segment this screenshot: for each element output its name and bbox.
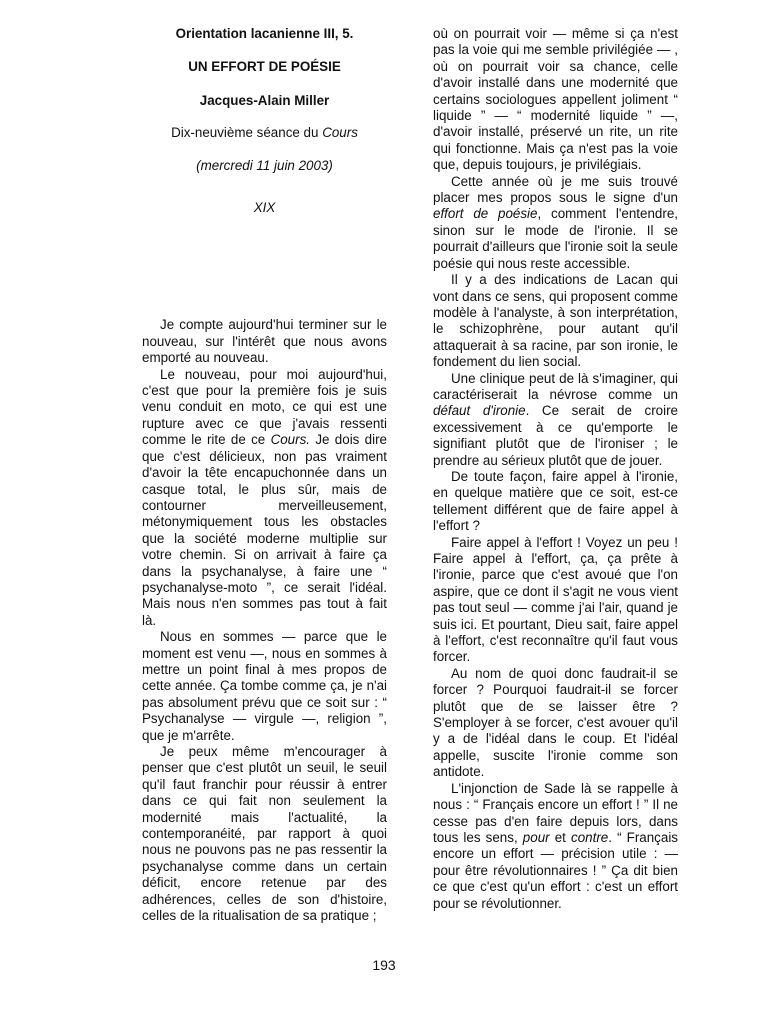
paragraph-8-em: défaut d'ironie: [433, 403, 526, 419]
left-column: [142, 26, 387, 924]
paragraph-6-a: Cette année où je me suis trouvé placer mes propos sous le signe d'un: [433, 173, 678, 206]
paragraph-10: Faire appel à l'effort ! Voyez un peu ! Faire appel à l'effort, ça, ça prête à l'ironie, parce que c'est avoué que l'on aspire, que ce dont il s'agit ne vous vient pas tout seul — comme j'ai l'air, quand je suis ici. Et pourtant, Dieu sait, faire appel à l'effort, c'est reconnaître qu'il faut vous forcer.: [433, 534, 678, 665]
paragraph-3: Nous en sommes — parce que le moment est venu —, nous en sommes à mettre un point final à mes propos de cette année. Ça tombe comme ça, je n'ai pas absolument prévu que ce soit sur : “ Psychanalyse — virgule —, religion ”, que je m'arrête.: [142, 629, 387, 743]
series-heading: Orientation lacanienne III, 5.: [175, 26, 354, 41]
session-line: [142, 125, 387, 141]
author-name: Jacques-Alain Miller: [199, 92, 330, 108]
paragraph-6-em: effort de poésie: [433, 206, 538, 222]
session-numeral: XIX: [253, 200, 276, 216]
paragraph-2-a: Le nouveau, pour moi aujourd'hui, c'est que pour la première fois je suis venu conduit en moto, ce qui est une rupture avec ce que j'avais ressenti comme le rite de ce: [142, 366, 387, 448]
paragraph-1: Je compte aujourd'hui terminer sur le nouveau, sur l'intérêt que nous avons emporté au nouveau.: [142, 317, 387, 366]
paragraph-8-b: . Ce serait de croire excessivement à ce qu'emporte le signifiant plutôt que de l'ironiser ; le prendre au sérieux plutôt que de jouer.: [433, 403, 678, 468]
right-column: [433, 26, 678, 912]
article-title: UN EFFORT DE POÉSIE: [188, 59, 341, 75]
paragraph-7: Il y a des indications de Lacan qui vont dans ce sens, qui proposent comme modèle à l'analyste, à son interprétation, le schizophrène, pour autant qu'il attaquerait à sa racine, par son ironie, le fondement du lien social.: [433, 272, 678, 370]
paragraph-6-b: , comment l'entendre, sinon sur le mode de l'ironie. Il se pourrait d'ailleurs que l'ironie soit la seule poésie qui nous reste accessible.: [433, 206, 678, 271]
paragraph-12-b: . “ Français encore un effort — précision utile : — pour être révolutionnaires ! ” Ça dit bien ce que c'est qu'un effort : c'est un effort pour se révolutionner.: [433, 829, 678, 911]
paragraph-12-mid: et: [549, 829, 572, 845]
page-number: 193: [372, 957, 396, 973]
paragraph-9: De toute façon, faire appel à l'ironie, en quelque matière que ce soit, est-ce tellement différent que de faire appel à l'effort ?: [433, 468, 678, 534]
paragraph-12: [433, 781, 678, 912]
cours-word: Cours.: [270, 432, 311, 448]
paragraph-8-a: Une clinique peut de là s'imaginer, qui caractériserait la névrose comme un: [433, 370, 678, 402]
session-prefix: Dix-neuvième séance du: [171, 125, 323, 141]
session-date: (mercredi 11 juin 2003): [196, 157, 333, 173]
paragraph-8: [433, 371, 678, 469]
paragraph-12-em1: pour: [522, 829, 550, 845]
paragraph-12-em2: contre: [571, 829, 609, 845]
paragraph-4: Je peux même m'encourager à penser que c'est plutôt un seuil, le seuil qu'il faut franchir pour réussir à entrer dans ce qui fait non seulement la modernité mais l'actualité, la contemporanéité, par rapport à quoi nous ne pouvons pas ne pas ressentir la psychanalyse comme dans un certain déficit, encore retenue par des adhérences, celles de son d'histoire, celles de la ritualisation de sa pratique ;: [142, 744, 387, 924]
paragraph-6: [433, 174, 678, 272]
paragraph-11: Au nom de quoi donc faudrait-il se forcer ? Pourquoi faudrait-il se forcer plutôt que de se laisser être ? S'employer à se forcer, c'est avouer qu'il y a de l'idéal dans le coup. Et l'idéal appelle, suscite l'ironie comme son antidote.: [433, 665, 678, 780]
paragraph-12-a: L'injonction de Sade là se rappelle à nous : “ Français encore un effort ! ” Il ne cesse pas d'en faire depuis lors, dans tous les sens,: [433, 780, 678, 845]
paragraph-2: [142, 367, 387, 630]
paragraph-2-b: Je dois dire que c'est délicieux, non pas vraiment d'avoir la tête encapuchonnée dans un casque total, le plus sûr, mais de contourner merveilleusement, métonymiquement tous les obstacles que la société moderne multiplie sur votre chemin. Si on arrivait à faire ça dans la psychanalyse, à faire une “ psychanalyse-moto ”, ce serait l'idéal. Mais nous n'en sommes pas tout à fait là.: [142, 432, 388, 628]
session-work: Cours: [322, 125, 358, 141]
paragraph-5: où on pourrait voir — même si ça n'est pas la voie qui me semble privilégiée — , où on pourrait voir sa chance, celle d'avoir installé dans une modernité que certains sociologues appellent joliment “ liquide ” — “ modernité liquide ” —, d'avoir installé, préservé un rite, un rite qui fonctionne. Mais ça n'est pas la voie que, depuis toujours, je privilégiais.: [433, 26, 678, 173]
